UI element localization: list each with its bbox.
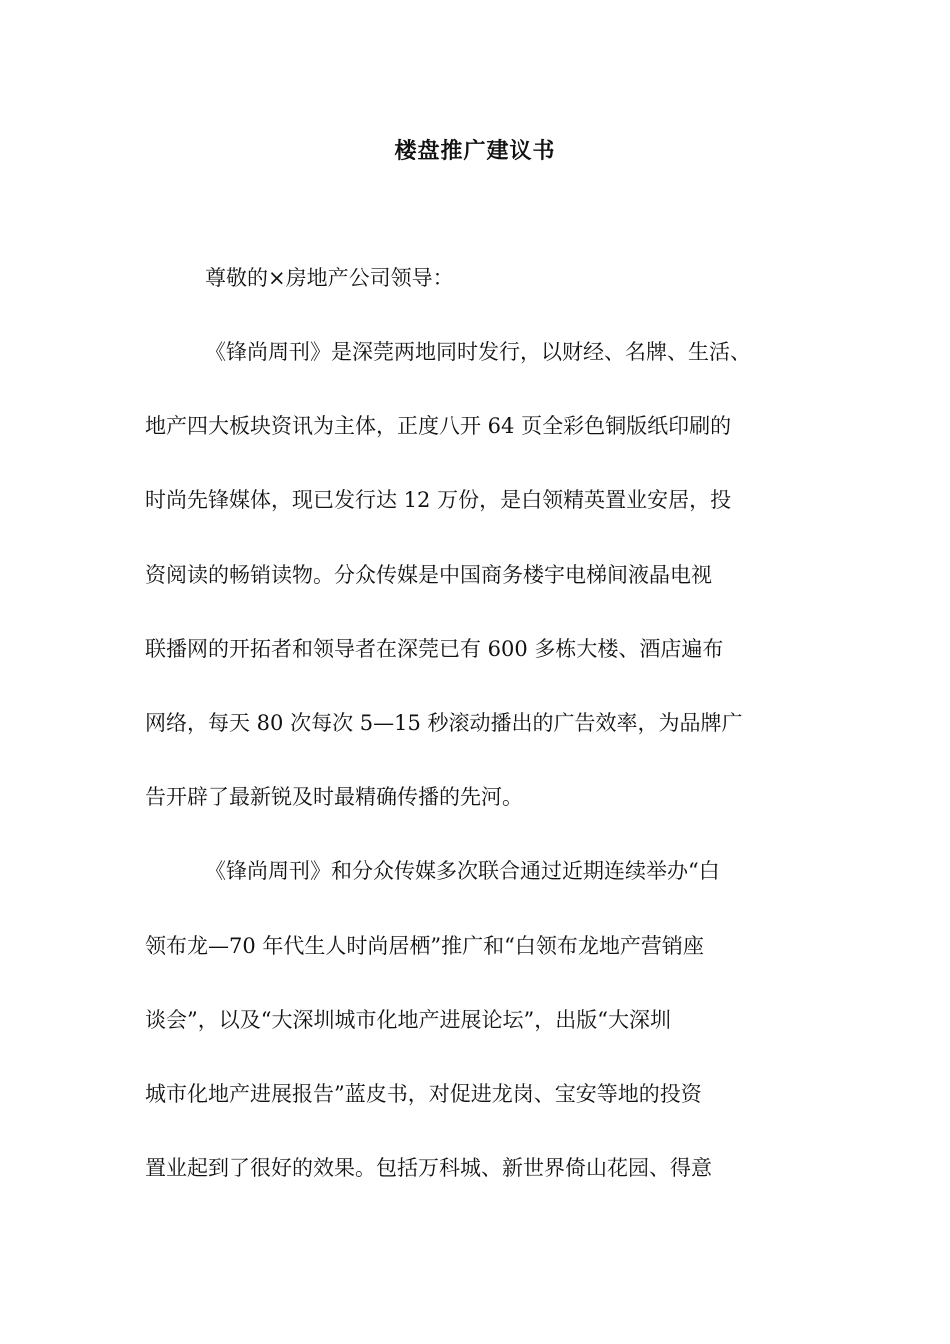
paragraph-1-line-1: 《锋尚周刊》是深莞两地同时发行，以财经、名牌、生活、 [205,340,751,364]
paragraph-1-line-6: 网络，每天 80 次每次 5—15 秒滚动播出的广告效率，为品牌广 [145,711,743,735]
paragraph-2-line-5: 置业起到了很好的效果。包括万科城、新世界倚山花园、得意 [145,1156,712,1180]
paragraph-2-line-3: 谈会”，以及“大深圳城市化地产进展论坛”，出版“大深圳 [145,1008,671,1032]
paragraph-2-line-2: 领布龙—70 年代生人时尚居栖”推广和“白领布龙地产营销座 [145,934,704,958]
document-title: 楼盘推广建议书 [394,138,556,164]
paragraph-2-line-1: 《锋尚周刊》和分众传媒多次联合通过近期连续举办“白 [205,859,720,883]
salutation: 尊敬的×房地产公司领导： [205,266,454,290]
paragraph-1-line-2: 地产四大板块资讯为主体，正度八开 64 页全彩色铜版纸印刷的 [145,414,732,438]
paragraph-1-line-7: 告开辟了最新锐及时最精确传播的先河。 [145,785,523,809]
paragraph-1-line-3: 时尚先锋媒体，现已发行达 12 万份，是白领精英置业安居，投 [145,488,732,512]
paragraph-1-line-5: 联播网的开拓者和领导者在深莞已有 600 多栋大楼、酒店遍布 [145,637,724,661]
paragraph-2-line-4: 城市化地产进展报告”蓝皮书，对促进龙岗、宝安等地的投资 [145,1082,702,1106]
paragraph-1-line-4: 资阅读的畅销读物。分众传媒是中国商务楼宇电梯间液晶电视 [145,563,712,587]
